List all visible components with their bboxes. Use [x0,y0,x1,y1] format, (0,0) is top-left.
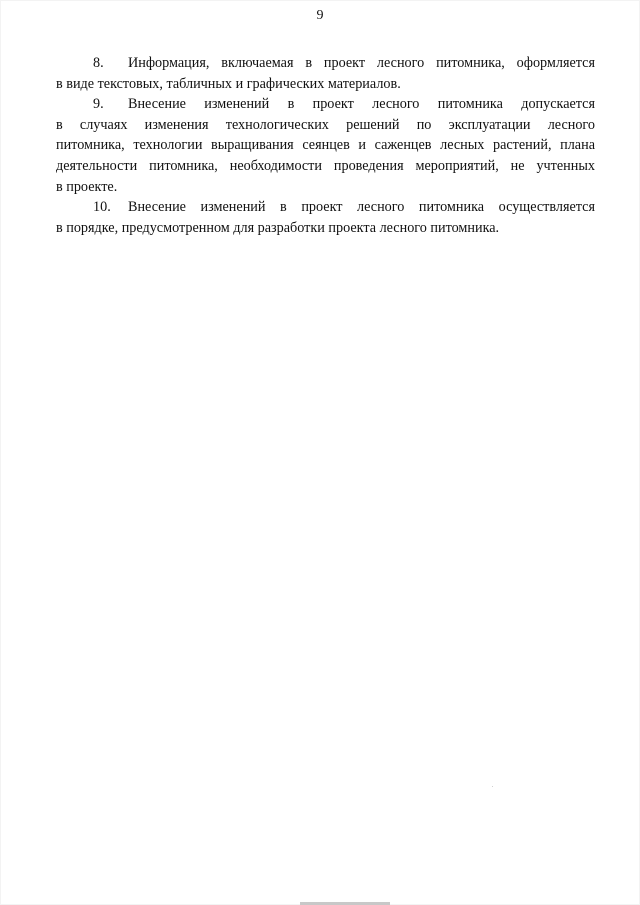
paragraph-number: 10. [93,199,111,216]
paragraph-line [56,53,595,74]
paragraph-9 [56,94,595,197]
page-number: 9 [316,8,324,23]
paragraph-8 [56,53,595,94]
paragraph-line: в виде текстовых, табличных и графических материалов. [56,75,401,92]
paragraph-line: в порядке, предусмотренном для разработки проекта лесного питомника. [56,219,500,236]
paragraph-10 [56,197,595,238]
paragraph-text: Информация, включаемая в проект лесного питомника, оформляется [128,55,595,71]
paragraph-line [56,94,595,115]
paragraph-number: 8. [93,55,104,71]
paragraph-text: Внесение изменений в проект лесного питомника допускается [128,96,595,113]
scan-speck [492,786,493,787]
paragraph-line: питомника, технологии выращивания сеянцев и саженцев лесных растений, плана [56,137,595,154]
paragraph-line: в проекте. [56,178,118,195]
paragraph-number: 9. [93,96,104,113]
paragraph-line: в случаях изменения технологических решений по эксплуатации лесного [56,116,595,133]
paragraph-line [56,197,595,218]
document-body [56,53,595,238]
paragraph-text: Внесение изменений в проект лесного питомника осуществляется [128,199,595,216]
paragraph-line: деятельности питомника, необходимости проведения мероприятий, не учтенных [56,157,595,174]
